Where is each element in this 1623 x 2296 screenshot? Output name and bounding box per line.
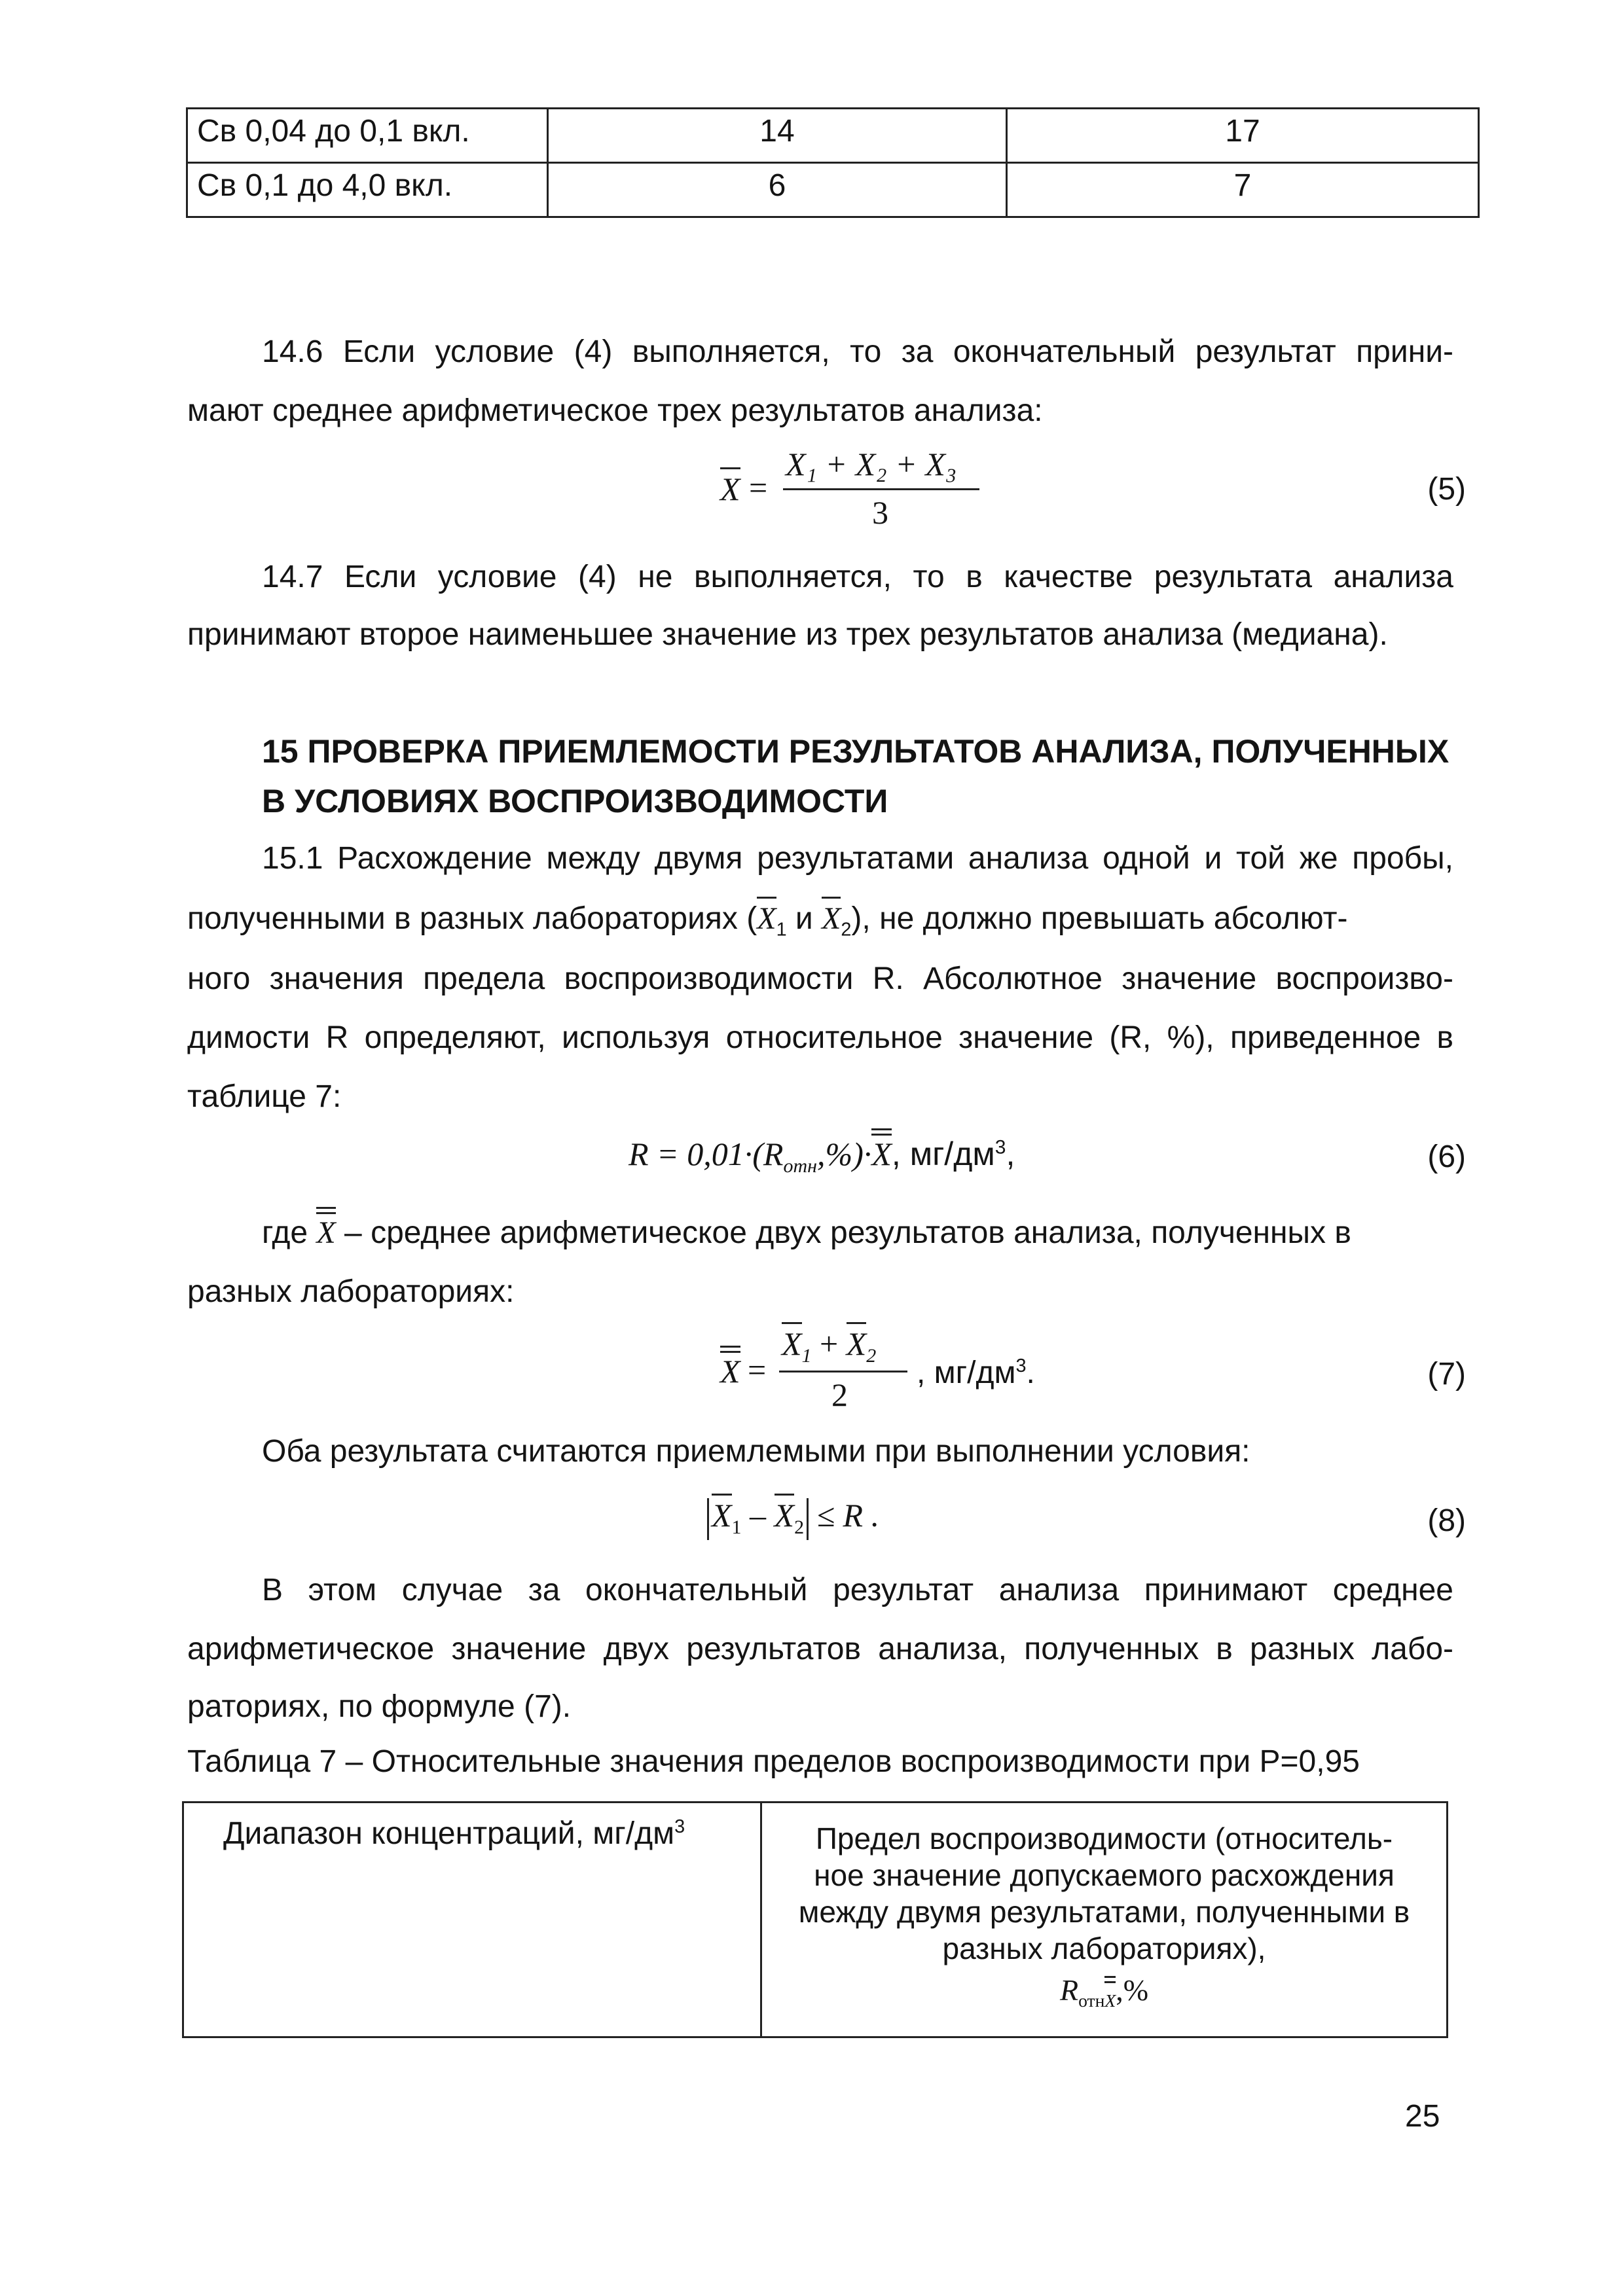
sup: 3 [674,1816,685,1837]
eq8-x1: X [712,1497,732,1534]
r-sub: отн [1078,1990,1105,2011]
table-cell: Св 0,1 до 4,0 вкл. [187,163,548,217]
table-cell: 6 [548,163,1007,217]
eq8-x2: X [774,1497,795,1534]
eq7-sup: 3 [1015,1355,1027,1376]
final-paragraph-line1: В этом случае за окончательный результат анализа принимают среднее [262,1573,1453,1607]
eq8-minus: – [741,1497,775,1534]
eq5-lhs: X [720,471,740,507]
eq7-numerator [782,1325,876,1367]
table-row [187,163,1479,217]
text: где [262,1215,317,1250]
text: . [1026,1355,1035,1390]
text: Диапазон концентраций, мг/дм [223,1816,675,1851]
equation-number-5: (5) [1427,472,1466,507]
where-line1 [262,1213,1453,1253]
paragraph-14-6-line2: мают среднее арифметическое трех результатов анализа: [187,393,1043,428]
text: полученными в разных лабораториях ( [187,901,757,936]
table-cell: 17 [1007,109,1479,163]
table-7 [182,1801,1448,2038]
top-table [186,107,1480,218]
x2-symbol: X [822,899,841,939]
final-paragraph-line2: арифметическое значение двух результатов анализа, полученных в разных лабо- [187,1632,1453,1666]
table-cell: 14 [548,109,1007,163]
x2-subscript: 2 [841,919,852,941]
eq5-denominator: 3 [872,494,888,531]
table-cell: 7 [1007,163,1479,217]
paragraph-15-1-line1: 15.1 Расхождение между двумя результатами анализа одной и той же пробы, [262,841,1453,876]
text: и [786,901,822,936]
eq7-denominator: 2 [831,1376,848,1413]
eq5-numerator: X₁ + X₂ + X₃ [786,446,957,482]
text: ), не должно превышать абсолют- [851,901,1348,936]
text: ,% [1116,1973,1149,2007]
table-7-caption: Таблица 7 – Относительные значения пределов воспроизводимости при Р=0,95 [187,1744,1360,1779]
text: – среднее арифметическое двух результатов анализа, полученных в [335,1215,1351,1250]
eq7-x2: X [846,1325,867,1362]
page-number: 25 [1405,2099,1440,2134]
eq6-tail: , [1006,1136,1015,1172]
paragraph-14-6-line1: 14.6 Если условие (4) выполняется, то за окончательный результат прини- [262,334,1453,369]
equation-8 [707,1496,879,1540]
x1-symbol: X [757,899,776,939]
eq6-sub: отн [783,1155,818,1177]
section-heading-15 [262,726,1460,826]
equation-7 [720,1323,1113,1422]
eq6-x: X [871,1136,892,1172]
text: разных лабораториях), [942,1931,1266,1965]
limit-symbol [769,1972,1440,2019]
eq7-plus: + [811,1325,847,1362]
table-header-row [183,1803,1448,2037]
eq5-fraction-line [783,488,979,490]
final-paragraph-line3: раториях, по формуле (7). [187,1689,572,1724]
equation-5 [720,445,995,537]
table-cell: Св 0,04 до 0,1 вкл. [187,109,548,163]
paragraph-15-1-line3: ного значения предела воспроизводимости R. Абсолютное значение воспроизво- [187,961,1453,996]
paragraph-15-1-line5: таблице 7: [187,1079,342,1114]
paragraph-14-7-line1: 14.7 Если условие (4) не выполняется, то в качестве результата анализа [262,560,1453,594]
text: ное значение допускаемого расхождения [814,1858,1395,1892]
abs-bar-left [707,1498,709,1540]
eq7-unit [917,1355,1035,1391]
eq7-equals: = [748,1352,767,1388]
equation-number-7: (7) [1427,1357,1466,1391]
paragraph-14-7-line2: принимают второе наименьшее значение из трех результатов анализа (медиана). [187,617,1388,652]
where-line2: разных лабораториях: [187,1274,515,1309]
eq6-unit: , мг/дм [891,1136,995,1172]
x1-subscript: 1 [776,919,787,941]
paragraph-15-1-line4: димости R определяют, используя относительное значение (R, %), приведенное в [187,1020,1453,1055]
eq7-fraction-line [779,1371,907,1372]
header-cell-range [183,1803,761,2037]
heading-line1: 15 ПРОВЕРКА ПРИЕМЛЕМОСТИ РЕЗУЛЬТАТОВ АНАЛИЗА, ПОЛУЧЕННЫХ [262,733,1450,770]
text: , мг/дм [917,1355,1016,1390]
equation-number-6: (6) [1427,1139,1466,1174]
eq7-x1-sub: 1 [801,1345,812,1367]
eq7-lhs: X [720,1353,740,1390]
text: между двумя результатами, полученными в [798,1895,1410,1929]
acceptance-condition-text: Оба результата считаются приемлемыми при выполнении условия: [262,1434,1250,1469]
r-symbol: R [1059,1973,1079,2007]
table-row [187,109,1479,163]
equation-number-8: (8) [1427,1503,1466,1538]
eq5-equals: = [749,469,768,506]
heading-line2: В УСЛОВИЯХ ВОСПРОИЗВОДИМОСТИ [262,783,888,819]
eq7-x2-sub: 2 [866,1345,877,1367]
eq6-lhs: R = 0,01·(R [629,1136,784,1172]
eq8-x2-sub: 2 [794,1516,805,1538]
paragraph-15-1-line2 [187,899,1453,950]
eq7-x1: X [782,1325,802,1362]
eq8-rel: ≤ R . [809,1497,880,1534]
where-x: X [316,1213,335,1253]
equation-6 [629,1135,1015,1177]
text: Предел воспроизводимости (относитель- [815,1821,1393,1856]
x-symbol: X [1104,1982,1116,2019]
eq8-x1-sub: 1 [731,1516,742,1538]
header-cell-limit [761,1803,1448,2037]
eq6-mid: ,%)· [817,1136,872,1172]
eq6-sup: 3 [994,1136,1006,1158]
